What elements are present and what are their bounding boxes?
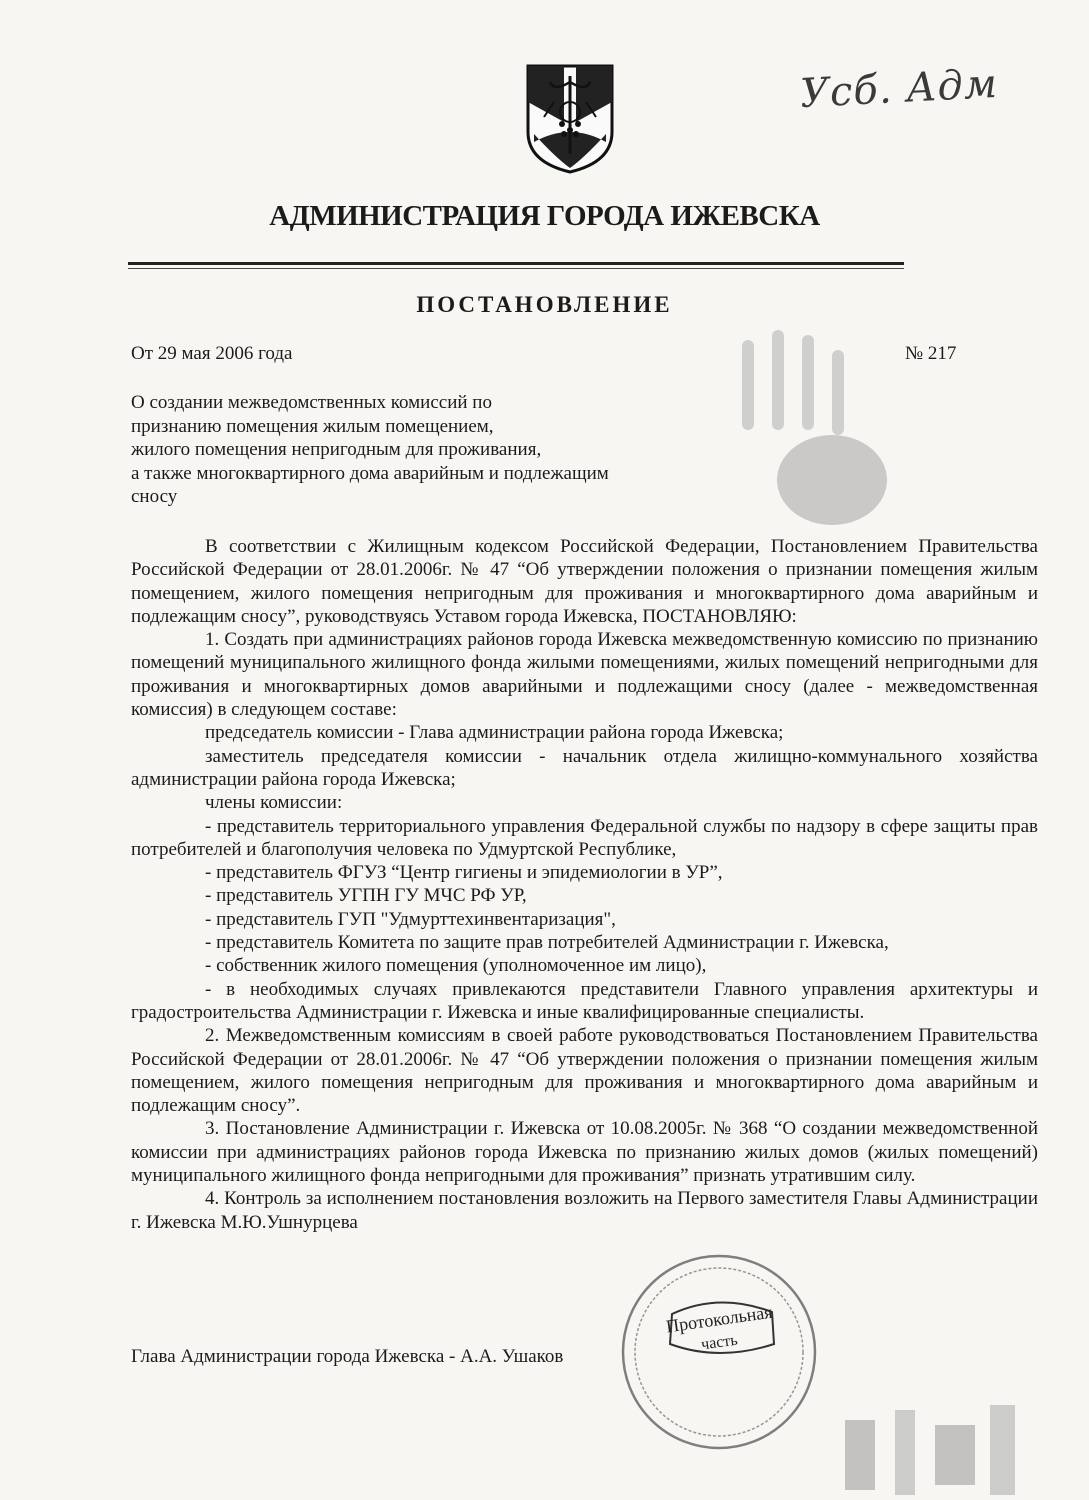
- member-2-line: - представитель ФГУЗ “Центр гигиены и эпидемиологии в УР”,: [205, 862, 723, 884]
- signature-line: Глава Администрации города Ижевска - А.А. Ушаков: [131, 1346, 564, 1367]
- chairman-line: председатель комиссии - Глава администрации района города Ижевска;: [205, 722, 784, 744]
- corner-smudge: [835, 1400, 1035, 1500]
- document-subject: [131, 391, 691, 509]
- document-body: [131, 535, 1038, 1234]
- stamp-line-1: Протокольная: [664, 1301, 774, 1337]
- document-number: № 217: [905, 343, 957, 364]
- header-divider: [128, 262, 904, 265]
- coat-of-arms-icon: [524, 62, 616, 174]
- item-2-paragraph: 2. Межведомственным комиссиям в своей работе руководствоваться Постановлением Правительства Российской Федерации от 28.01.2006г. № 47 “Об утверждении положения о признании помещения жилым помещением, жилого помещения непригодным для проживания и многоквартирного дома аварийным и подлежащим сносу”.: [131, 1025, 1038, 1117]
- round-stamp: [612, 1252, 827, 1452]
- agency-title: АДМИНИСТРАЦИЯ ГОРОДА ИЖЕВСКА: [269, 200, 820, 232]
- subject-line: признанию помещения жилым помещением,: [131, 415, 494, 437]
- stamp-line-2: часть: [700, 1331, 739, 1354]
- item-3-paragraph: 3. Постановление Администрации г. Ижевска от 10.08.2005г. № 368 “О создании межведомственной комиссии при администрациях районов города Ижевска по признанию жилых домов (жилых помещений) муниципального жилищного фонда непригодными для проживания” признать утратившим силу.: [131, 1118, 1038, 1187]
- member-7-paragraph: - в необходимых случаях привлекаются представители Главного управления архитектуры и градостроительства Администрации г. Ижевска и иные квалифицированные специалисты.: [131, 978, 1038, 1023]
- deputy-paragraph: заместитель председателя комиссии - начальник отдела жилищно-коммунального хозяйства администрации района города Ижевска;: [131, 745, 1038, 790]
- member-3-line: - представитель УГПН ГУ МЧС РФ УР,: [205, 885, 527, 907]
- members-label: члены комиссии:: [205, 792, 343, 814]
- subject-line: сносу: [131, 486, 178, 507]
- member-6-line: - собственник жилого помещения (уполномоченное им лицо),: [205, 955, 707, 977]
- member-1-paragraph: - представитель территориального управления Федеральной службы по надзору в сфере защиты прав потребителей и благополучия человека по Удмуртской Республике,: [131, 815, 1038, 860]
- header-divider-thin: [128, 268, 904, 269]
- member-5-line: - представитель Комитета по защите прав потребителей Администрации г. Ижевска,: [205, 932, 889, 954]
- subject-line: О создании межведомственных комиссий по: [131, 392, 492, 413]
- subject-line: а также многоквартирного дома аварийным и подлежащим: [131, 462, 609, 484]
- item-1-paragraph: 1. Создать при администрациях районов города Ижевска межведомственную комиссию по признанию помещений муниципального жилищного фонда жилыми помещениями, жилых помещений непригодными для проживания и многоквартирных домов аварийными и подлежащими сносу (далее - межведомственная комиссия) в следующем составе:: [131, 629, 1038, 721]
- preamble-paragraph: В соответствии с Жилищным кодексом Российской Федерации, Постановлением Правительства Российской Федерации от 28.01.2006г. № 47 “Об утверждении положения о признании помещения жилым помещением, жилого помещения непригодным для проживания и многоквартирного дома аварийным и подлежащим сносу”, руководствуясь Уставом города Ижевска, ПОСТАНОВЛЯЮ:: [131, 536, 1038, 627]
- handwritten-note: Усб. Адм: [798, 60, 1000, 118]
- document-type: ПОСТАНОВЛЕНИЕ: [416, 292, 673, 317]
- subject-line: жилого помещения непригодным для проживания,: [131, 439, 542, 460]
- ink-smudge: [722, 330, 892, 540]
- document-date: От 29 мая 2006 года: [131, 343, 293, 364]
- member-4-line: - представитель ГУП "Удмурттехинвентаризация",: [205, 908, 616, 930]
- item-4-paragraph: 4. Контроль за исполнением постановления возложить на Первого заместителя Главы Администрации г. Ижевска М.Ю.Ушнурцева: [131, 1188, 1038, 1233]
